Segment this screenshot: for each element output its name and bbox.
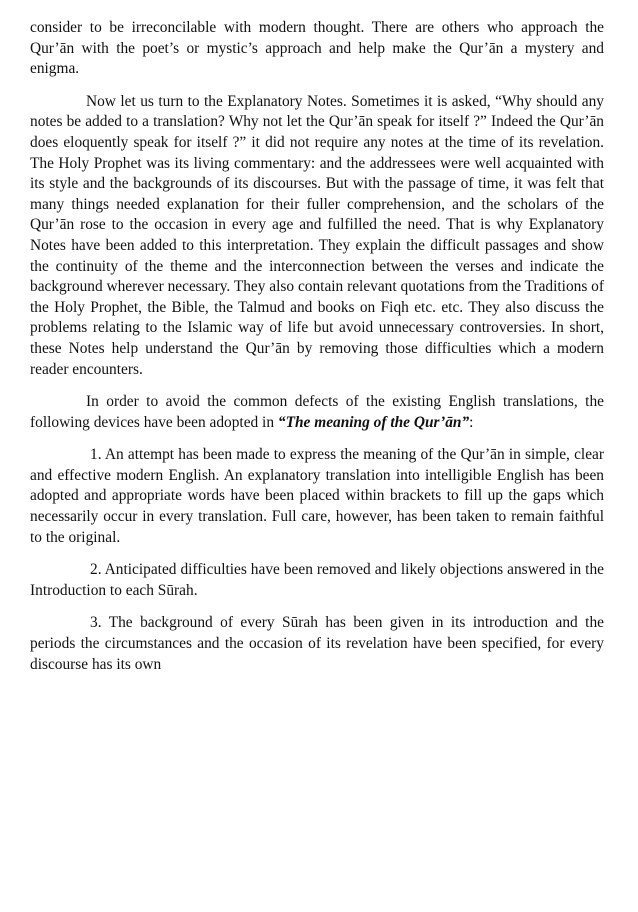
paragraph-devices-intro <box>30 392 604 433</box>
list-item-2: 2. Anticipated difficulties have been removed and likely objections answered in the Introduction to each Sūrah. <box>30 561 604 599</box>
paragraph-explanatory-notes: Now let us turn to the Explanatory Notes. Sometimes it is asked, “Why should any notes be added to a translation? Why not let the Qur’ān speak for itself ?” Indeed the Qur’ān does eloquently speak for itself ?” it did not require any notes at the time of its revelation. The Holy Prophet was its living commentary: and the addressees were well acquainted with its style and the backgrounds of its discourses. But with the passage of time, it was felt that many things needed explanation for their fuller comprehension, and the scholars of the Qur’ān rose to the occasion in every age and fulfilled the need. That is why Explanatory Notes have been added to this interpretation. They explain the difficult passages and show the continuity of the theme and the interconnection between the verses and indicate the background wherever necessary. They also contain relevant quotations from the Traditions of the Holy Prophet, the Bible, the Talmud and books on Fiqh etc. etc. They also discuss the problems relating to the Islamic way of life but avoid unnecessary controversies. In short, these Notes help understand the Qur’ān by removing those difficulties which a modern reader encounters. <box>30 92 604 378</box>
paragraph-continuation: consider to be irreconcilable with modern thought. There are others who approach the Qur’ān with the poet’s or mystic’s approach and help make the Qur’ān a mystery and enigma. <box>30 19 604 78</box>
book-title-reference: “The meaning of the Qur’ān” <box>277 413 470 431</box>
devices-intro-colon: : <box>469 413 474 431</box>
devices-intro-text: In order to avoid the common defects of the existing English translations, the following devices have been adopted in <box>30 393 604 431</box>
list-item-1: 1. An attempt has been made to express the meaning of the Qur’ān in simple, clear and effective modern English. An explanatory translation into intelligible English has been adopted and appropriate words have been placed within brackets to fill up the gaps which necessarily occur in every translation. Full care, however, has been taken to remain faithful to the original. <box>30 446 604 546</box>
list-item-3: 3. The background of every Sūrah has been given in its introduction and the periods the circumstances and the occasion of its revelation have been specified, for every discourse has its own <box>30 614 604 673</box>
document-page <box>30 18 604 687</box>
